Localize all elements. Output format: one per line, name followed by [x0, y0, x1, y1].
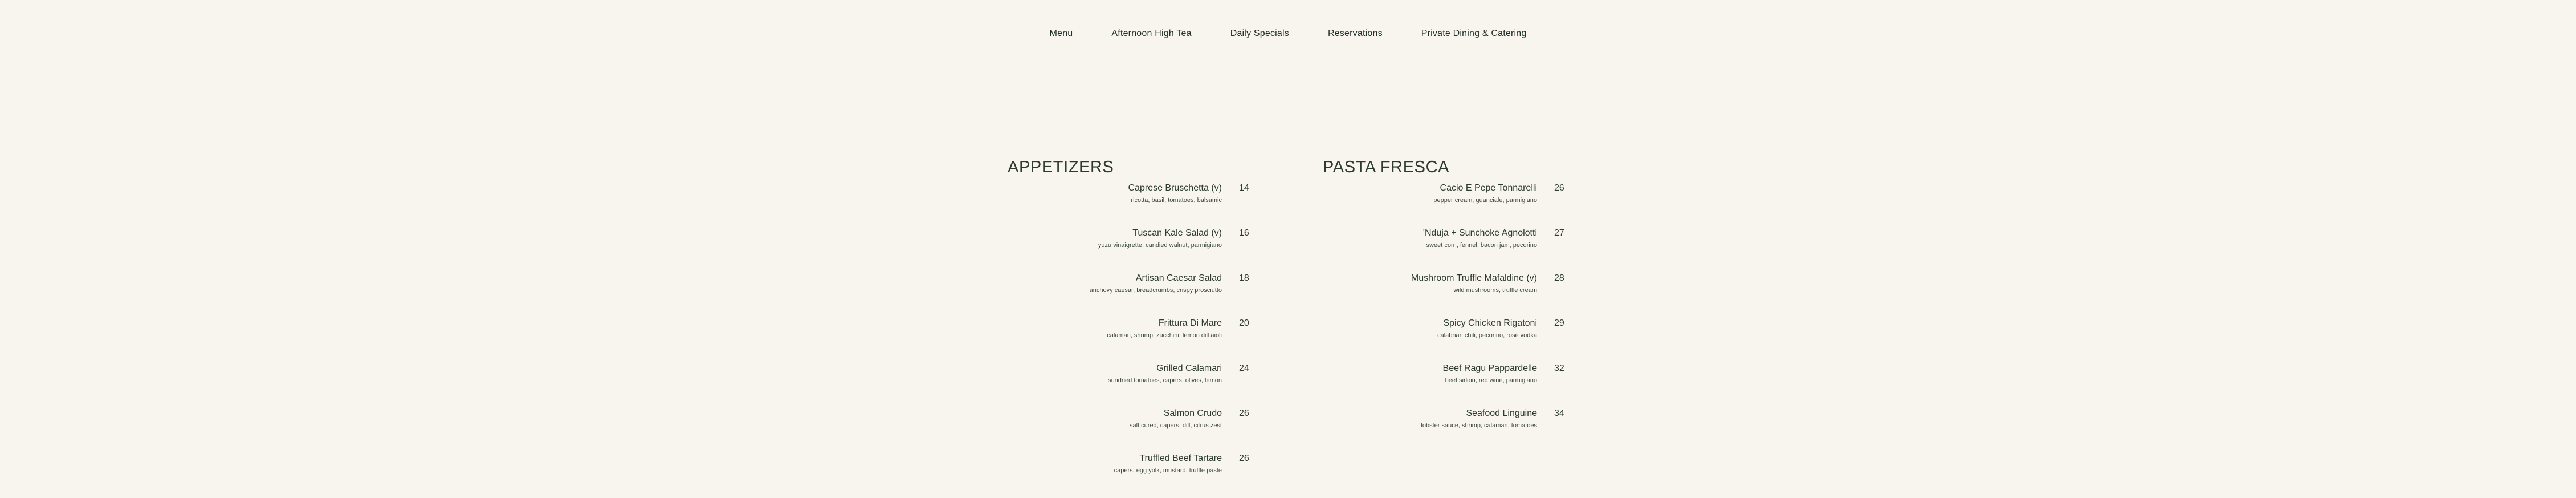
- appetizers-title: APPETIZERS: [1008, 158, 1114, 176]
- item-name: Artisan Caesar Salad: [1135, 273, 1222, 283]
- item-price: 24: [1239, 363, 1249, 373]
- item-price: 14: [1239, 183, 1249, 193]
- menu-item-salmon-crudo: [1008, 408, 1254, 453]
- menu-item-nduja-sunchoke-agnolotti: [1323, 228, 1569, 273]
- menu-item-caprese-bruschetta: [1008, 183, 1254, 228]
- menu-item-mushroom-truffle-mafaldine: [1323, 273, 1569, 318]
- item-name: Grilled Calamari: [1156, 363, 1222, 373]
- menu-item-tuscan-kale-salad: [1008, 228, 1254, 273]
- nav-private-dining-catering[interactable]: Private Dining & Catering: [1421, 29, 1527, 38]
- item-price: 26: [1554, 183, 1564, 193]
- item-description: ricotta, basil, tomatoes, balsamic: [1131, 197, 1222, 204]
- item-description: anchovy caesar, breadcrumbs, crispy prosciutto: [1089, 287, 1222, 294]
- item-description: wild mushrooms, truffle cream: [1453, 287, 1537, 294]
- item-price: 32: [1554, 363, 1564, 373]
- item-name: Caprese Bruschetta (v): [1128, 183, 1222, 193]
- appetizers-header: [1008, 156, 1254, 176]
- item-price: 27: [1554, 228, 1564, 238]
- item-name: Seafood Linguine: [1466, 408, 1537, 418]
- item-price: 29: [1554, 318, 1564, 328]
- item-name: Tuscan Kale Salad (v): [1132, 228, 1222, 238]
- pasta-fresca-list: [1323, 183, 1569, 453]
- menu-item-truffled-beef-tartare: [1008, 453, 1254, 498]
- item-name: Beef Ragu Pappardelle: [1442, 363, 1537, 373]
- menu-item-cacio-e-pepe-tonnarelli: [1323, 183, 1569, 228]
- item-price: 16: [1239, 228, 1249, 238]
- item-name: Salmon Crudo: [1163, 408, 1222, 418]
- item-description: salt cured, capers, dill, citrus zest: [1129, 422, 1222, 429]
- item-name: Truffled Beef Tartare: [1139, 454, 1222, 463]
- menu-item-seafood-linguine: [1323, 408, 1569, 453]
- item-price: 34: [1554, 408, 1564, 418]
- nav-daily-specials[interactable]: Daily Specials: [1230, 29, 1289, 38]
- menu-item-frittura-di-mare: [1008, 318, 1254, 363]
- appetizers-list: [1008, 183, 1254, 498]
- item-description: sweet corn, fennel, bacon jam, pecorino: [1426, 242, 1537, 249]
- item-price: 28: [1554, 273, 1564, 283]
- item-description: lobster sauce, shrimp, calamari, tomatoes: [1421, 422, 1537, 429]
- item-price: 26: [1239, 408, 1249, 418]
- item-description: pepper cream, guanciale, parmigiano: [1433, 197, 1537, 204]
- item-name: 'Nduja + Sunchoke Agnolotti: [1422, 228, 1537, 238]
- item-name: Frittura Di Mare: [1158, 318, 1222, 328]
- item-description: calabrian chili, pecorino, rosé vodka: [1437, 332, 1537, 339]
- item-price: 26: [1239, 454, 1249, 463]
- item-price: 20: [1239, 318, 1249, 328]
- item-description: sundried tomatoes, capers, olives, lemon: [1108, 377, 1222, 384]
- pasta-fresca-title: PASTA FRESCA: [1323, 158, 1450, 176]
- item-name: Mushroom Truffle Mafaldine (v): [1411, 273, 1537, 283]
- nav-reservations[interactable]: Reservations: [1328, 29, 1383, 38]
- item-description: capers, egg yolk, mustard, truffle paste: [1114, 467, 1222, 474]
- menu-item-artisan-caesar-salad: [1008, 273, 1254, 318]
- nav-afternoon-high-tea[interactable]: Afternoon High Tea: [1111, 29, 1192, 38]
- item-name: Spicy Chicken Rigatoni: [1443, 318, 1537, 328]
- menu-item-grilled-calamari: [1008, 363, 1254, 408]
- menu-item-spicy-chicken-rigatoni: [1323, 318, 1569, 363]
- main-nav: [0, 29, 2576, 41]
- item-description: beef sirloin, red wine, parmigiano: [1445, 377, 1537, 384]
- item-name: Cacio E Pepe Tonnarelli: [1440, 183, 1537, 193]
- item-description: yuzu vinaigrette, candied walnut, parmigiano: [1098, 242, 1222, 249]
- pasta-fresca-header: [1323, 156, 1569, 176]
- item-price: 18: [1239, 273, 1249, 283]
- appetizers-section: [1008, 156, 1254, 498]
- nav-menu[interactable]: Menu: [1050, 29, 1073, 41]
- item-description: calamari, shrimp, zucchini, lemon dill aioli: [1107, 332, 1222, 339]
- pasta-fresca-section: [1323, 156, 1569, 453]
- menu-item-beef-ragu-pappardelle: [1323, 363, 1569, 408]
